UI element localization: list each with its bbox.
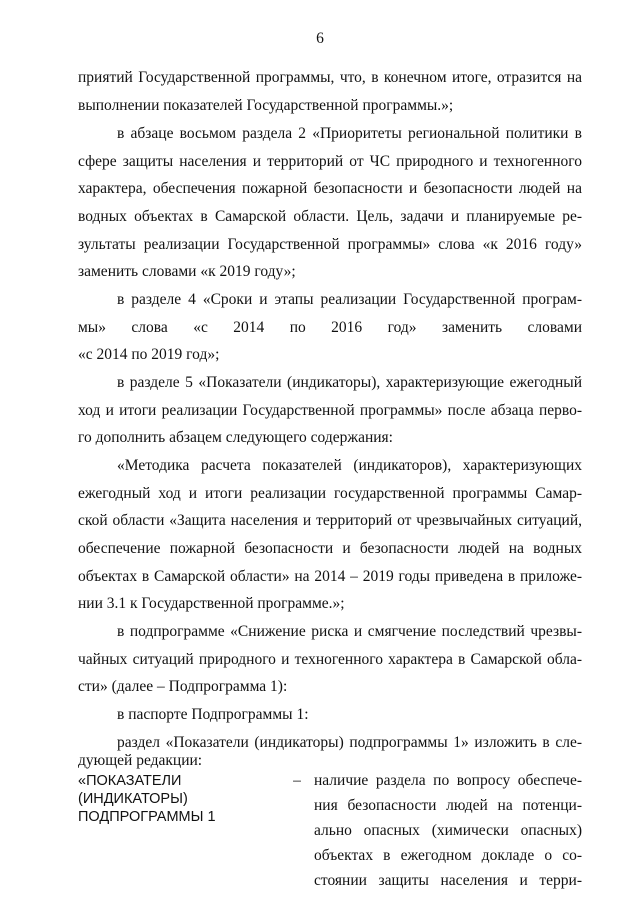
text-line: в абзаце восьмом раздела 2 «Приоритеты региональной политики в: [117, 125, 582, 142]
passport-table: [78, 772, 582, 905]
passport-title-line: (ИНДИКАТОРЫ): [78, 791, 188, 807]
passport-title-line: ПОДПРОГРАММЫ 1: [78, 809, 216, 825]
text-line: ежегодный ход и итоги реализации государственной программы Самар-: [78, 485, 582, 502]
passport-value-line: ально опасных (химически опасных): [314, 822, 582, 839]
passport-value-line: наличие раздела по вопросу обеспече-: [314, 772, 582, 789]
passport-title-line: «ПОКАЗАТЕЛИ: [78, 773, 182, 789]
text-line: нии 3.1 к Государственной программе.»;: [78, 595, 345, 612]
text-line: водных объектах в Самарской области. Цель, задачи и планируемые ре-: [78, 208, 582, 225]
passport-dash: –: [293, 772, 301, 789]
text-line: ход и итоги реализации Государственной программы» после абзаца перво-: [78, 402, 582, 419]
passport-value-line: ния безопасности людей на потенци-: [314, 797, 582, 814]
text-line: заменить словами «к 2019 году»;: [78, 263, 296, 280]
text-line: дующей редакции:: [78, 752, 203, 769]
text-line: выполнении показателей Государственной программы.»;: [78, 97, 454, 114]
text-line: «с 2014 по 2019 год»;: [78, 346, 220, 363]
text-line: мы» слова «с 2014 по 2016 год» заменить словами: [78, 319, 582, 336]
text-line: «Методика расчета показателей (индикаторов), характеризующих: [117, 457, 582, 474]
page-number: 6: [316, 30, 324, 47]
text-line: приятий Государственной программы, что, в конечном итоге, отразится на: [78, 69, 582, 86]
text-line: го дополнить абзацем следующего содержания:: [78, 429, 393, 446]
text-line: зультаты реализации Государственной программы» слова «к 2016 году»: [78, 236, 582, 253]
text-line: сфере защиты населения и территорий от ЧС природного и техногенного: [78, 153, 582, 170]
text-line: объектах в Самарской области» на 2014 – 2019 годы приведена в приложе-: [78, 568, 582, 585]
passport-value-line: объектах в ежегодном докладе о со-: [314, 847, 582, 864]
text-line: в разделе 4 «Сроки и этапы реализации Государственной програм-: [117, 291, 582, 308]
passport-field-title: [78, 772, 278, 826]
passport-value-line: стоянии защиты населения и терри-: [314, 872, 582, 889]
text-line: в подпрограмме «Снижение риска и смягчение последствий чрезвы-: [117, 623, 582, 640]
text-line: ской области «Защита населения и территорий от чрезвычайных ситуаций,: [78, 512, 582, 529]
text-line: раздел «Показатели (индикаторы) подпрограммы 1» изложить в сле-: [117, 734, 582, 751]
text-line: характера, обеспечения пожарной безопасности и безопасности людей на: [78, 180, 582, 197]
text-line: в разделе 5 «Показатели (индикаторы), характеризующие ежегодный: [117, 374, 582, 391]
text-line: обеспечение пожарной безопасности и безопасности людей на водных: [78, 540, 582, 557]
text-line: в паспорте Подпрограммы 1:: [117, 706, 309, 723]
text-line: сти» (далее – Подпрограмма 1):: [78, 678, 288, 695]
text-line: чайных ситуаций природного и техногенного характера в Самарской обла-: [78, 651, 582, 668]
